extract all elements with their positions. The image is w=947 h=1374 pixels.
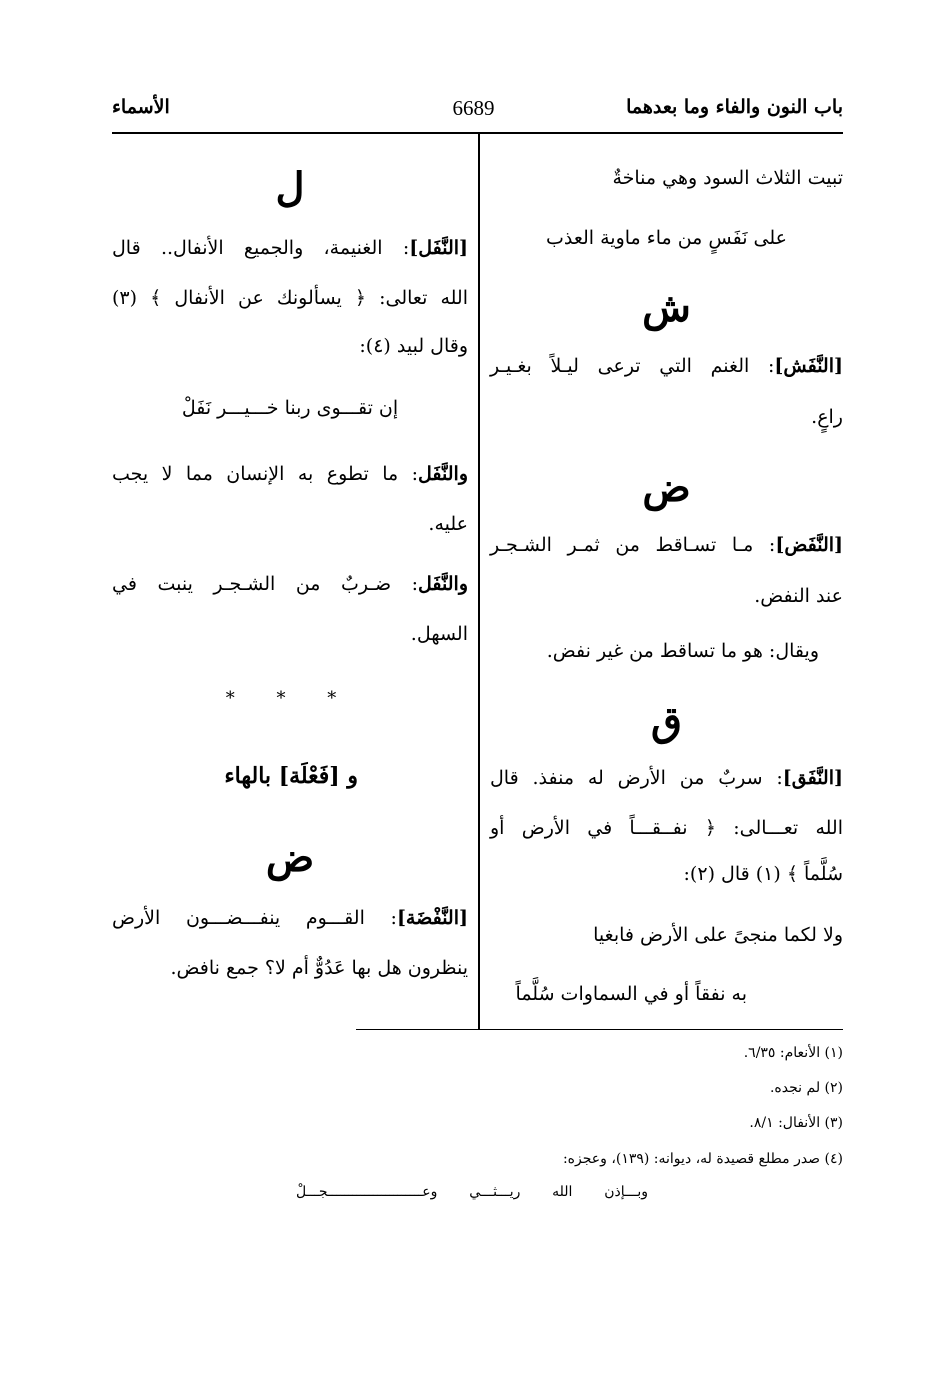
letter-heading-shin: ش (642, 284, 691, 331)
column-divider (478, 133, 480, 1029)
entry-text-line: عند النفض. (754, 585, 843, 607)
entry-text: : الغنيمة، والجميع الأنفال.. قال (112, 237, 410, 259)
letter-heading-dad: ض (265, 834, 315, 881)
entry-text-line: راعٍ. (811, 406, 843, 428)
footnote-rule (356, 1029, 843, 1030)
entry-term: [النَّفَق] (782, 767, 843, 789)
footnote-4: (٤) صدر مطلع قصيدة له، ديوانه: (١٣٩)، وعجزه: (562, 1151, 843, 1167)
entry-text-line: عليه. (428, 513, 468, 535)
footnote-2: (٢) لم نجده. (769, 1080, 843, 1096)
entry-text: : ضـربٌ من الشـجـر ينبت في (112, 573, 419, 595)
verse-line: تبيت الثلاث السود وهي مناخةٌ (612, 167, 843, 189)
section-separator: * * * (225, 688, 355, 709)
entry-nafad (490, 535, 843, 555)
entry-text: : سربٌ من الأرض له منفذ. قال (490, 767, 783, 789)
verse-line: على نَفَسٍ من ماء ماوية العذب (545, 227, 788, 249)
entry-text-line: السهل. (410, 623, 468, 645)
entry-term: [النَّفَل] (409, 237, 468, 259)
section-title: الأسماء (112, 96, 170, 118)
footnote-3: (٣) الأنفال: ٨/١. (749, 1115, 843, 1131)
verse-line: إن تقـــوى ربنا خـــيـــر نَفَلْ (181, 397, 399, 419)
entry-nafal (112, 238, 468, 258)
entry-term: [النَّفْضَة] (396, 907, 468, 929)
verse-line: ولا لكما منجىً على الأرض فابغيا (593, 924, 843, 946)
footnote-1: (١) الأنعام: ٦/٣٥. (743, 1045, 843, 1061)
entry-term: [النَّفَش] (774, 355, 843, 377)
letter-heading-lam: ل (275, 164, 305, 211)
entry-nafal-2 (112, 464, 468, 484)
entry-term: [النَّفَض] (775, 534, 843, 556)
entry-term: والنَّفَل (418, 463, 468, 485)
page-number: 6689 (452, 96, 495, 120)
entry-text-line: سُلَّماً ﴾ (١) قال (٢): (683, 863, 843, 885)
entry-text-line: الله تعالى: ﴿ يسألونك عن الأنفال ﴾ (٣) (112, 287, 468, 309)
entry-text: : مـا تسـاقط من ثمـر الشـجـر (490, 534, 776, 556)
verse-line: به نفقاً أو في السماوات سُلَّماً (515, 983, 747, 1005)
entry-text-line: ويقال: هو ما تساقط من غير نفض. (546, 640, 819, 662)
entry-text: : القـــوم ينفـــضـــون الأرض (112, 907, 397, 929)
entry-term: والنَّفَل (418, 573, 468, 595)
entry-text-line: ينظرون هل بها عَدُوٌّ أم لا؟ جمع نافض. (170, 957, 468, 979)
entry-nafal-3 (112, 574, 468, 594)
letter-heading-dad: ض (642, 464, 691, 511)
chapter-title: باب النون والفاء وما بعدهما (626, 96, 843, 118)
entry-text-line: الله تعـــالى: ﴿ نفــقـــاً في الأرض أو (490, 817, 843, 839)
entry-nafda (112, 908, 468, 928)
section-heading: و [فَعْلَة] بالهاء (224, 763, 358, 789)
footnote-4-verse: وبـــإذن الله ريـــثـــي وعـــــــــــــــــــــــجـــلْ (296, 1184, 648, 1200)
entry-text: : الغنم التي ترعى ليـلاً بغـيـر (490, 355, 775, 377)
entry-nafash (490, 356, 843, 376)
entry-text: : ما تطوع به الإنسان مما لا يجب (112, 463, 419, 485)
letter-heading-qaf: ق (650, 698, 683, 745)
entry-nafaq (490, 768, 843, 788)
entry-text-line: وقال لبيد (٤): (359, 335, 468, 357)
